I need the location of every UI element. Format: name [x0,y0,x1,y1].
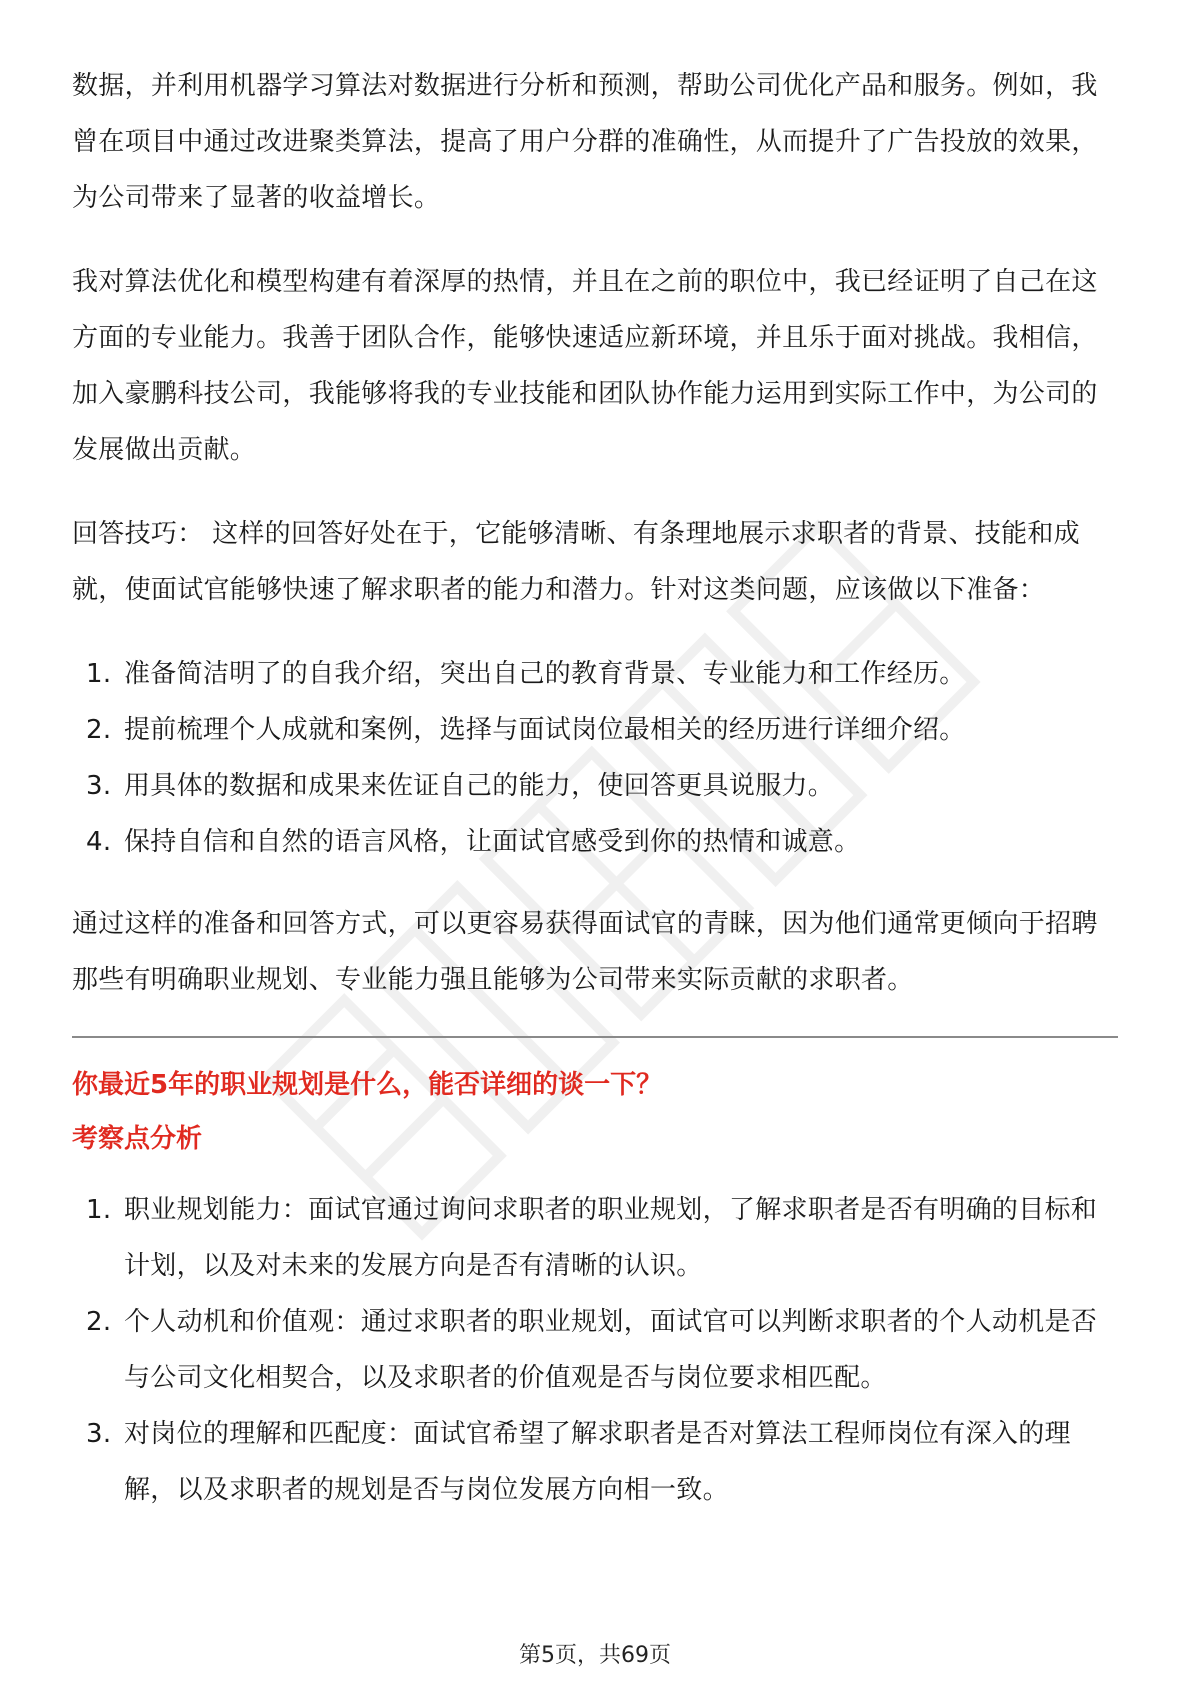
list-item [72,702,1118,758]
paragraph-closing: 通过这样的准备和回答方式，可以更容易获得面试官的青睐，因为他们通常更倾向于招聘那些有明确职业规划、专业能力强且能够为公司带来实际贡献的求职者。 [72,909,1098,995]
list-number: 3. [86,1419,112,1449]
list-number: 1. [86,659,112,689]
list-item [72,1294,1118,1406]
list-number: 3. [86,771,112,801]
question-title: 你最近5年的职业规划是什么，能否详细的谈一下？ [72,1070,663,1100]
list-text: 保持自信和自然的语言风格，让面试官感受到你的热情和诚意。 [124,827,861,857]
list-text: 对岗位的理解和匹配度：面试官希望了解求职者是否对算法工程师岗位有深入的理解，以及求职者的规划是否与岗位发展方向相一致。 [124,1419,1071,1505]
list-item [72,1406,1118,1518]
prep-list [72,646,1118,870]
section-divider [72,1036,1118,1038]
list-number: 4. [86,827,112,857]
list-text: 准备简洁明了的自我介绍，突出自己的教育背景、专业能力和工作经历。 [124,659,966,689]
paragraph-passion: 我对算法优化和模型构建有着深厚的热情，并且在之前的职位中，我已经证明了自己在这方面的专业能力。我善于团队合作，能够快速适应新环境，并且乐于面对挑战。我相信，加入豪鹏科技公司，我能够将我的专业技能和团队协作能力运用到实际工作中，为公司的发展做出贡献。 [72,267,1098,465]
paragraph-experience: 数据，并利用机器学习算法对数据进行分析和预测，帮助公司优化产品和服务。例如，我曾在项目中通过改进聚类算法，提高了用户分群的准确性，从而提升了广告投放的效果，为公司带来了显著的收益增长。 [72,71,1098,213]
list-number: 2. [86,1307,112,1337]
list-text: 用具体的数据和成果来佐证自己的能力，使回答更具说服力。 [124,771,835,801]
list-text: 个人动机和价值观：通过求职者的职业规划，面试官可以判断求职者的个人动机是否与公司文化相契合，以及求职者的价值观是否与岗位要求相匹配。 [124,1307,1098,1393]
main-content [72,58,1118,1544]
list-number: 2. [86,715,112,745]
list-item [72,814,1118,870]
list-item [72,758,1118,814]
analysis-list [72,1182,1118,1518]
paragraph-answer-tips: 回答技巧： 这样的回答好处在于，它能够清晰、有条理地展示求职者的背景、技能和成就，使面试官能够快速了解求职者的能力和潜力。针对这类问题，应该做以下准备： [72,519,1080,605]
list-item [72,1182,1118,1294]
list-text: 提前梳理个人成就和案例，选择与面试岗位最相关的经历进行详细介绍。 [124,715,966,745]
analysis-heading: 考察点分析 [72,1124,203,1154]
list-text: 职业规划能力：面试官通过询问求职者的职业规划，了解求职者是否有明确的目标和计划，以及对未来的发展方向是否有清晰的认识。 [124,1195,1098,1281]
page-number-footer: 第5页，共69页 [519,1643,671,1668]
list-item [72,646,1118,702]
list-number: 1. [86,1195,112,1225]
